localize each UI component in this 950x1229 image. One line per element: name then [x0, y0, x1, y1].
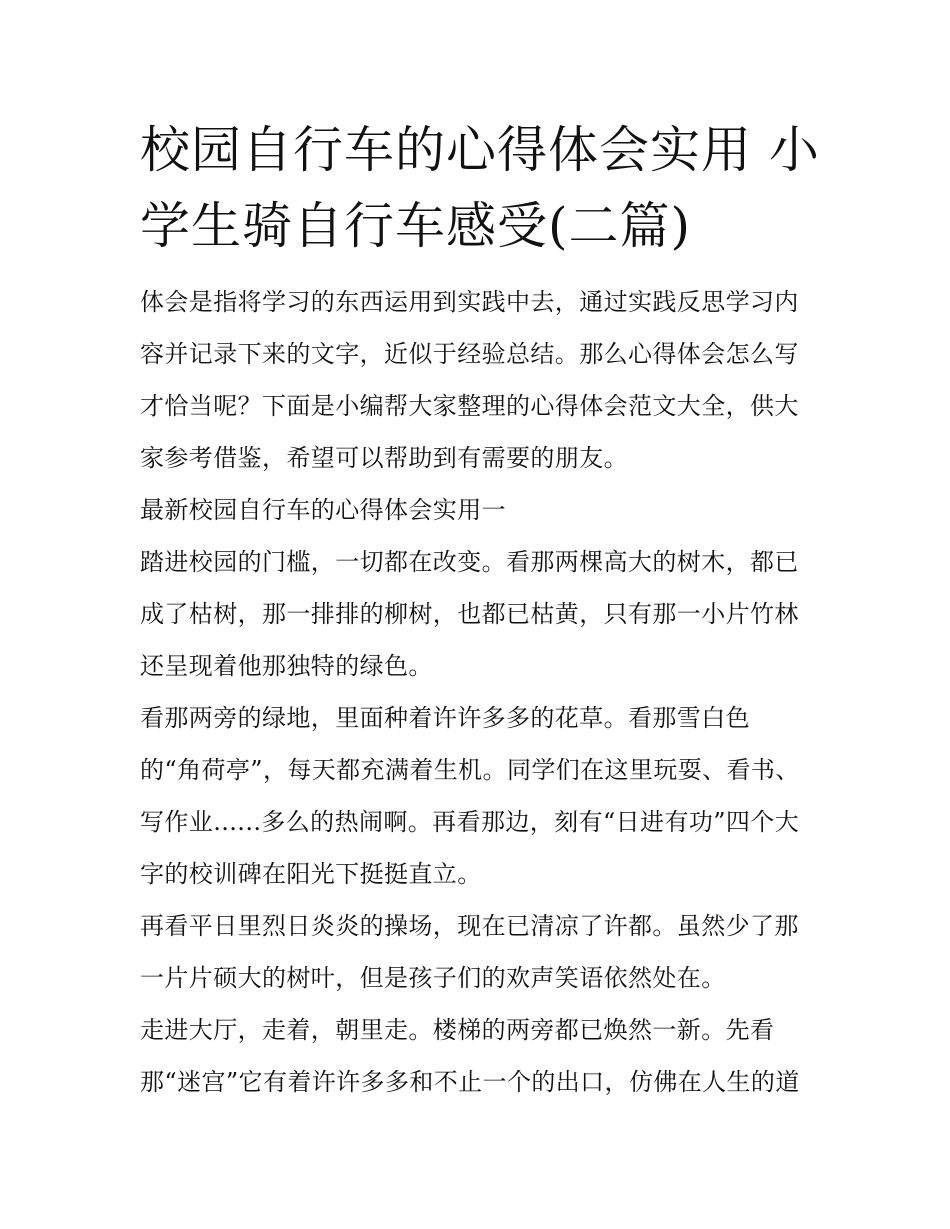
body-line: 家参考借鉴，希望可以帮助到有需要的朋友。 — [140, 444, 628, 472]
section-heading: 最新校园自行车的心得体会实用一 — [140, 496, 506, 524]
body-line: 一片片硕大的树叶，但是孩子们的欢声笑语依然处在。 — [140, 964, 726, 992]
body-line: 踏进校园的门槛，一切都在改变。看那两棵高大的树木，都已 — [140, 548, 799, 576]
body-line: 看那两旁的绿地，里面种着许许多多的花草。看那雪白色 — [140, 704, 750, 732]
body-line: 才恰当呢？下面是小编帮大家整理的心得体会范文大全，供大 — [140, 392, 799, 420]
body-line: 成了枯树，那一排排的柳树，也都已枯黄，只有那一小片竹林 — [140, 600, 799, 628]
body-line: 写作业......多么的热闹啊。再看那边，刻有“日进有功”四个大 — [140, 808, 800, 836]
body-line: 体会是指将学习的东西运用到实践中去，通过实践反思学习内 — [140, 288, 799, 316]
body-line: 走进大厅，走着，朝里走。楼梯的两旁都已焕然一新。先看 — [140, 1016, 775, 1044]
body-line: 还呈现着他那独特的绿色。 — [140, 652, 433, 680]
title-line-2: 学生骑自行车感受(二篇) — [140, 197, 692, 255]
body-line: 再看平日里烈日炎炎的操场，现在已清凉了许都。虽然少了那 — [140, 912, 799, 940]
body-line: 的“角荷亭”，每天都充满着生机。同学们在这里玩耍、看书、 — [140, 756, 800, 784]
document-title — [140, 112, 820, 264]
document-body — [140, 276, 820, 1108]
title-line-1: 校园自行车的心得体会实用 小 — [140, 121, 820, 179]
body-line: 容并记录下来的文字，近似于经验总结。那么心得体会怎么写 — [140, 340, 799, 368]
body-line: 字的校训碑在阳光下挺挺直立。 — [140, 860, 482, 888]
body-line: 那“迷宫”它有着许许多多和不止一个的出口，仿佛在人生的道 — [140, 1068, 800, 1096]
